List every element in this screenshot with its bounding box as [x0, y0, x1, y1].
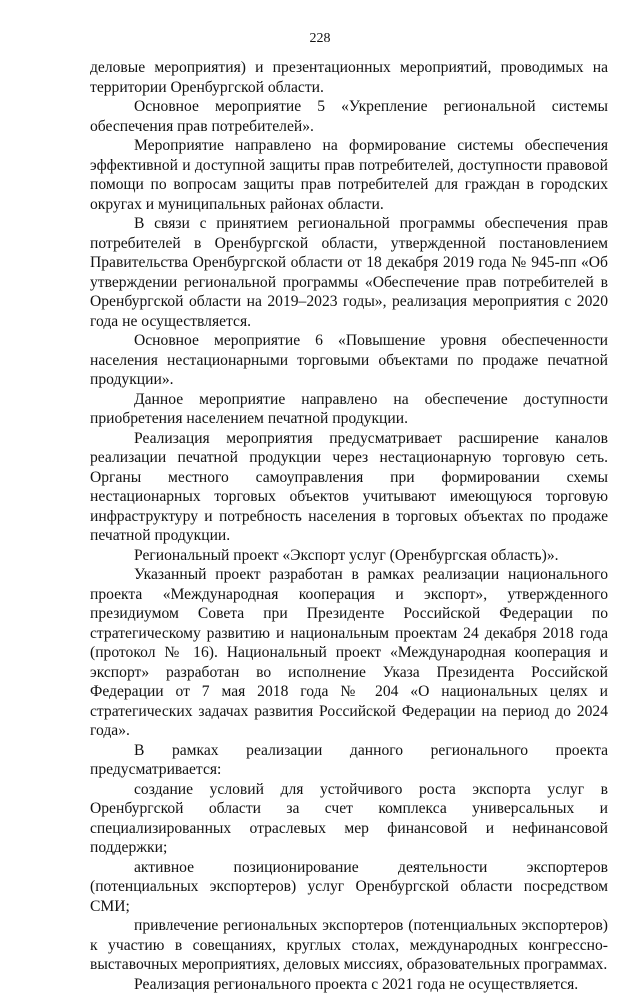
page-number: 228 — [0, 31, 640, 47]
paragraph-regional-project-basis: Указанный проект разработан в рамках реализации национального проекта «Международная кооперация и экспорт», утвержденного президиумом Совета при Президенте Российской Федерации по стратегическому развитию и национальным проектам 24 декабря 2018 года (протокол № 16). Национальный проект «Международная кооперация и экспорт» разработан во исполнение Указа Президента Российской Федерации от 7 мая 2018 года № 204 «О национальных целях и стратегических задачах развития Российской Федерации на период до 2024 года». — [90, 565, 608, 741]
paragraph-regional-project-title: Региональный проект «Экспорт услуг (Оренбургская область)». — [90, 546, 608, 566]
paragraph-main-event-6-aim: Данное мероприятие направлено на обеспечение доступности приобретения населением печатной продукции. — [90, 390, 608, 429]
paragraph-continuation: деловые мероприятия) и презентационных мероприятий, проводимых на территории Оренбургской области. — [90, 58, 608, 97]
list-item-event-participation: привлечение региональных экспортеров (потенциальных экспортеров) к участию в совещаниях, круглых столах, международных конгрессно-выставочных мероприятиях, деловых миссиях, образовательных программах. — [90, 916, 608, 975]
paragraph-regional-program-note: В связи с принятием региональной программы обеспечения прав потребителей в Оренбургской области, утвержденной постановлением Правительства Оренбургской области от 18 декабря 2019 года № 945-пп «Об утверждении региональной программы «Обеспечение прав потребителей в Оренбургской области на 2019–2023 годы», реализация мероприятия с 2020 года не осуществляется. — [90, 214, 608, 331]
paragraph-main-event-6-implementation: Реализация мероприятия предусматривает расширение каналов реализации печатной продукции через нестационарную торговую сеть. Органы местного самоуправления при формировании схемы нестационарных торговых объектов учитывают имеющуюся торговую инфраструктуру и потребность населения в торговых объектах по продаже печатной продукции. — [90, 429, 608, 546]
paragraph-regional-project-provisions: В рамках реализации данного регионального проекта предусматривается: — [90, 741, 608, 780]
paragraph-main-event-6-title: Основное мероприятие 6 «Повышение уровня обеспеченности населения нестационарными торговыми объектами по продаже печатной продукции». — [90, 331, 608, 390]
paragraph-main-event-5-description: Мероприятие направлено на формирование системы обеспечения эффективной и доступной защиты прав потребителей, доступности правовой помощи по вопросам защиты прав потребителей для граждан в городских округах и муниципальных районах области. — [90, 136, 608, 214]
document-body — [90, 58, 608, 994]
list-item-export-growth: создание условий для устойчивого роста экспорта услуг в Оренбургской области за счет комплекса универсальных и специализированных отраслевых мер финансовой и нефинансовой поддержки; — [90, 780, 608, 858]
paragraph-main-event-5-title: Основное мероприятие 5 «Укрепление региональной системы обеспечения прав потребителей». — [90, 97, 608, 136]
paragraph-project-status: Реализация регионального проекта с 2021 года не осуществляется. — [90, 975, 608, 994]
list-item-media-positioning: активное позиционирование деятельности экспортеров (потенциальных экспортеров) услуг Оренбургской области посредством СМИ; — [90, 858, 608, 917]
